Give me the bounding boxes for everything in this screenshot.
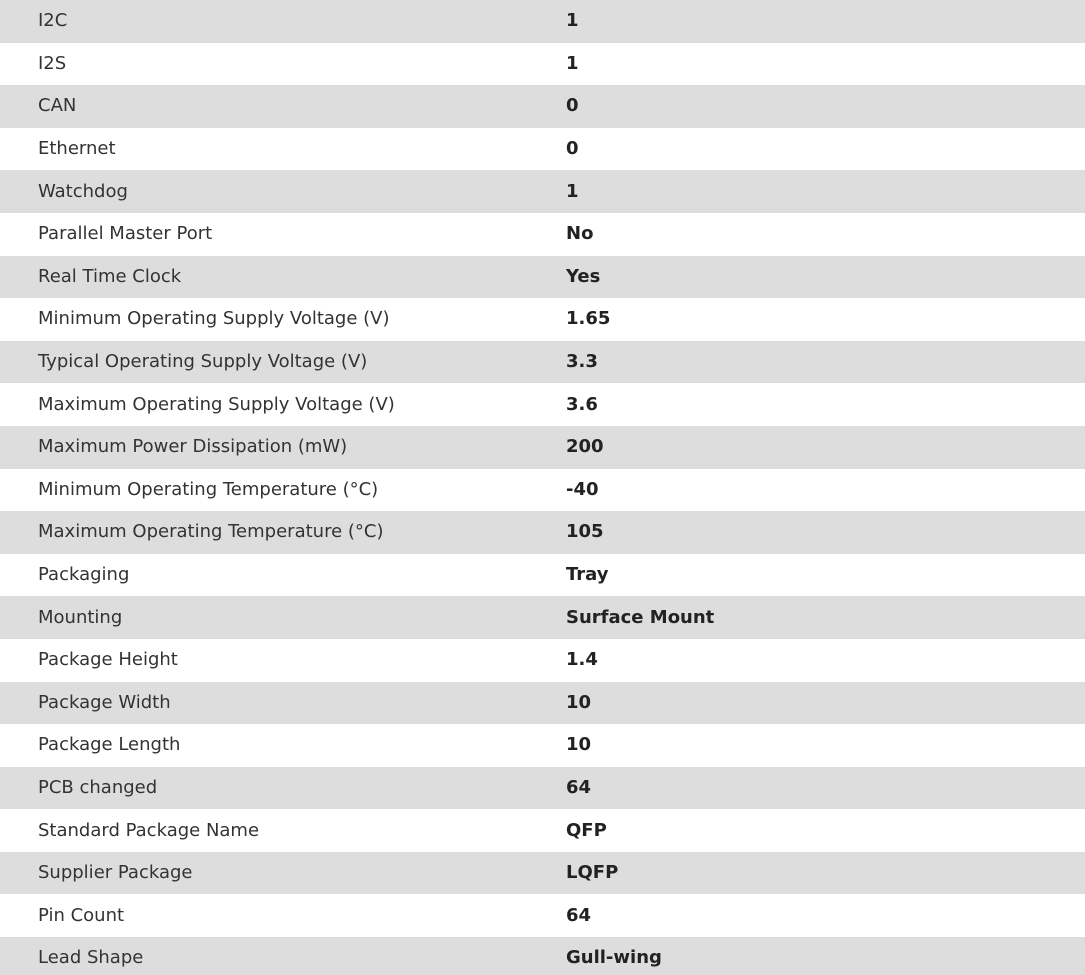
spec-value: 64 <box>566 767 1085 810</box>
spec-value: 3.3 <box>566 341 1085 384</box>
spec-value: Tray <box>566 554 1085 597</box>
spec-row-lead-shape <box>0 937 1085 975</box>
spec-row-pin-count <box>0 894 1085 937</box>
spec-label: Minimum Operating Supply Voltage (V) <box>0 298 566 341</box>
spec-label: Real Time Clock <box>0 256 566 299</box>
spec-label: Parallel Master Port <box>0 213 566 256</box>
spec-value: Yes <box>566 256 1085 299</box>
spec-value: 105 <box>566 511 1085 554</box>
spec-label: I2S <box>0 43 566 86</box>
spec-label: Pin Count <box>0 894 566 937</box>
spec-value: 1.65 <box>566 298 1085 341</box>
spec-value: 1 <box>566 43 1085 86</box>
spec-label: CAN <box>0 85 566 128</box>
spec-label: Package Height <box>0 639 566 682</box>
spec-row-ethernet <box>0 128 1085 171</box>
spec-row-i2c <box>0 0 1085 43</box>
spec-row-watchdog <box>0 170 1085 213</box>
spec-label: Supplier Package <box>0 852 566 895</box>
spec-label: Watchdog <box>0 170 566 213</box>
spec-label: Lead Shape <box>0 937 566 975</box>
spec-row-max-operating-temp <box>0 511 1085 554</box>
spec-row-package-height <box>0 639 1085 682</box>
spec-label: I2C <box>0 0 566 43</box>
spec-label: Ethernet <box>0 128 566 171</box>
spec-row-package-length <box>0 724 1085 767</box>
spec-row-pcb-changed <box>0 767 1085 810</box>
spec-value: 10 <box>566 682 1085 725</box>
spec-value: 1 <box>566 170 1085 213</box>
spec-label: Minimum Operating Temperature (°C) <box>0 469 566 512</box>
spec-label: Package Length <box>0 724 566 767</box>
spec-value: No <box>566 213 1085 256</box>
spec-row-supplier-package <box>0 852 1085 895</box>
spec-value: 3.6 <box>566 383 1085 426</box>
spec-row-packaging <box>0 554 1085 597</box>
spec-row-i2s <box>0 43 1085 86</box>
spec-value: 1 <box>566 0 1085 43</box>
spec-label: Package Width <box>0 682 566 725</box>
spec-value: LQFP <box>566 852 1085 895</box>
spec-value: Gull-wing <box>566 937 1085 975</box>
spec-row-mounting <box>0 596 1085 639</box>
spec-row-max-power-dissipation <box>0 426 1085 469</box>
spec-label: Typical Operating Supply Voltage (V) <box>0 341 566 384</box>
spec-value: QFP <box>566 809 1085 852</box>
spec-value: 0 <box>566 128 1085 171</box>
spec-value: -40 <box>566 469 1085 512</box>
spec-row-min-supply-voltage <box>0 298 1085 341</box>
spec-label: Maximum Operating Supply Voltage (V) <box>0 383 566 426</box>
spec-row-parallel-master-port <box>0 213 1085 256</box>
spec-value: 64 <box>566 894 1085 937</box>
spec-value: 200 <box>566 426 1085 469</box>
spec-row-standard-package-name <box>0 809 1085 852</box>
spec-row-max-supply-voltage <box>0 383 1085 426</box>
spec-value: Surface Mount <box>566 596 1085 639</box>
spec-label: Maximum Operating Temperature (°C) <box>0 511 566 554</box>
spec-label: PCB changed <box>0 767 566 810</box>
spec-label: Mounting <box>0 596 566 639</box>
spec-label: Standard Package Name <box>0 809 566 852</box>
spec-row-package-width <box>0 682 1085 725</box>
spec-label: Packaging <box>0 554 566 597</box>
spec-label: Maximum Power Dissipation (mW) <box>0 426 566 469</box>
spec-value: 0 <box>566 85 1085 128</box>
spec-row-typ-supply-voltage <box>0 341 1085 384</box>
spec-value: 1.4 <box>566 639 1085 682</box>
spec-row-real-time-clock <box>0 256 1085 299</box>
spec-row-can <box>0 85 1085 128</box>
spec-row-min-operating-temp <box>0 469 1085 512</box>
spec-value: 10 <box>566 724 1085 767</box>
